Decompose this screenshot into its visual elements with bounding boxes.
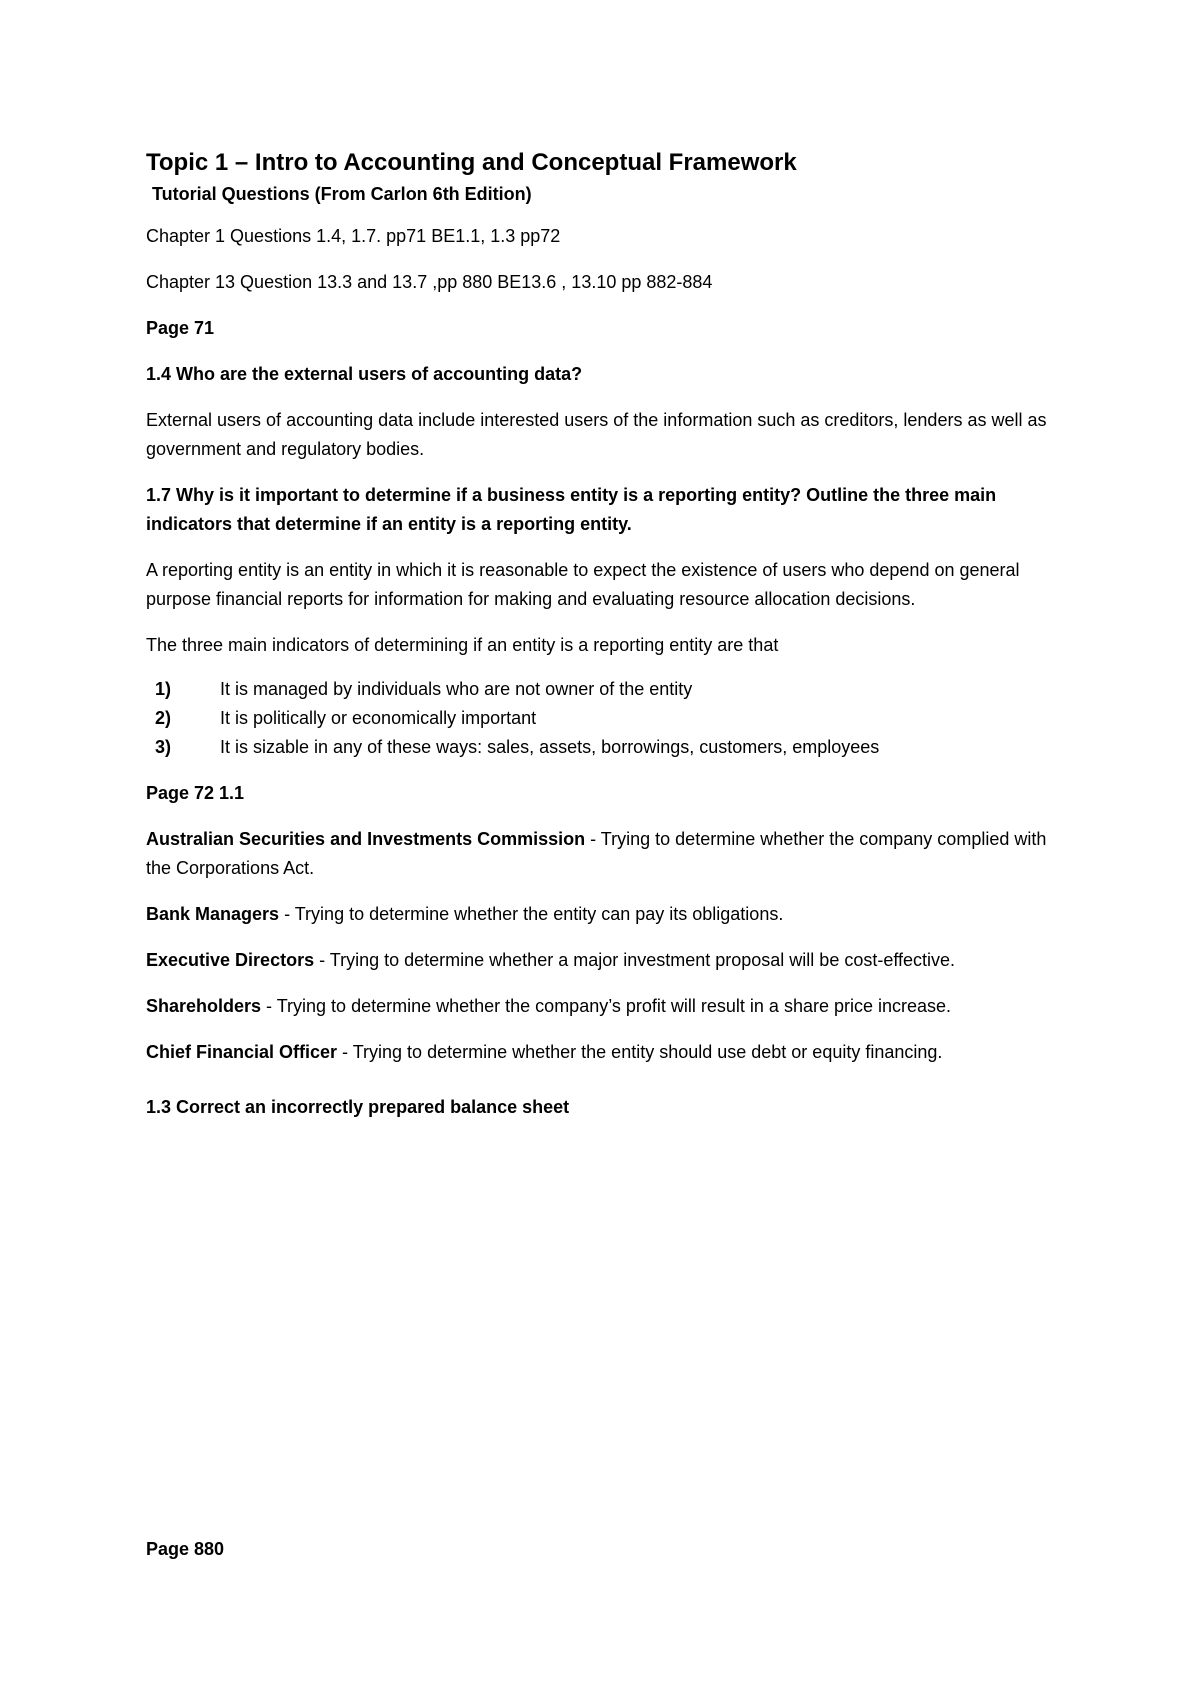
user-description: - Trying to determine whether the company’s profit will result in a share price increase. xyxy=(261,996,952,1016)
indicators-intro: The three main indicators of determining if an entity is a reporting entity are that xyxy=(146,635,779,655)
document-content xyxy=(146,148,1066,1139)
user-description: - Trying to determine whether the company complied with the Corporations Act. xyxy=(146,829,1047,878)
user-entry-cfo xyxy=(146,1038,1066,1067)
list-item-text: It is managed by individuals who are not owner of the entity xyxy=(220,679,693,699)
list-item-text: It is sizable in any of these ways: sales, assets, borrowings, customers, employees xyxy=(220,737,880,757)
page-subtitle: Tutorial Questions (From Carlon 6th Edition) xyxy=(152,184,532,204)
user-name: Bank Managers xyxy=(146,904,280,924)
user-entry-executive-directors xyxy=(146,946,1066,975)
user-name: Executive Directors xyxy=(146,950,315,970)
user-description: - Trying to determine whether a major investment proposal will be cost-effective. xyxy=(314,950,956,970)
chapter13-questions: Chapter 13 Question 13.3 and 13.7 ,pp 880 BE13.6 , 13.10 pp 882-884 xyxy=(146,272,713,292)
page-title: Topic 1 – Intro to Accounting and Conceptual Framework xyxy=(146,149,797,176)
question-1-3-heading: 1.3 Correct an incorrectly prepared balance sheet xyxy=(146,1097,570,1117)
user-description: - Trying to determine whether the entity can pay its obligations. xyxy=(279,904,784,924)
page71-heading: Page 71 xyxy=(146,318,215,338)
indicators-list xyxy=(146,675,1066,762)
user-name: Shareholders xyxy=(146,996,262,1016)
list-item xyxy=(146,675,1066,704)
user-description: - Trying to determine whether the entity should use debt or equity financing. xyxy=(337,1042,943,1062)
question-1-7-heading: 1.7 Why is it important to determine if a business entity is a reporting entity? Outline the three main indicators that determine if an entity is a reporting entity. xyxy=(146,485,997,534)
question-1-7-answer: A reporting entity is an entity in which it is reasonable to expect the existence of users who depend on general purpose financial reports for information for making and evaluating resource allocation decisions. xyxy=(146,560,1020,609)
chapter1-questions: Chapter 1 Questions 1.4, 1.7. pp71 BE1.1, 1.3 pp72 xyxy=(146,226,561,246)
user-entry-bank-managers xyxy=(146,900,1066,929)
user-name: Chief Financial Officer xyxy=(146,1042,338,1062)
list-item-number: 1) xyxy=(155,679,172,699)
list-item-number: 3) xyxy=(155,737,172,757)
question-1-4-answer: External users of accounting data include interested users of the information such as creditors, lenders as well as government and regulatory bodies. xyxy=(146,410,1047,459)
user-entry-asic xyxy=(146,825,1066,883)
page880-heading: Page 880 xyxy=(146,1539,225,1559)
list-item xyxy=(146,733,1066,762)
user-name: Australian Securities and Investments Commission xyxy=(146,829,586,849)
list-item-text: It is politically or economically important xyxy=(220,708,537,728)
question-1-4-heading: 1.4 Who are the external users of accounting data? xyxy=(146,364,583,384)
page72-heading: Page 72 1.1 xyxy=(146,783,245,803)
list-item xyxy=(146,704,1066,733)
user-entry-shareholders xyxy=(146,992,1066,1021)
list-item-number: 2) xyxy=(155,708,172,728)
